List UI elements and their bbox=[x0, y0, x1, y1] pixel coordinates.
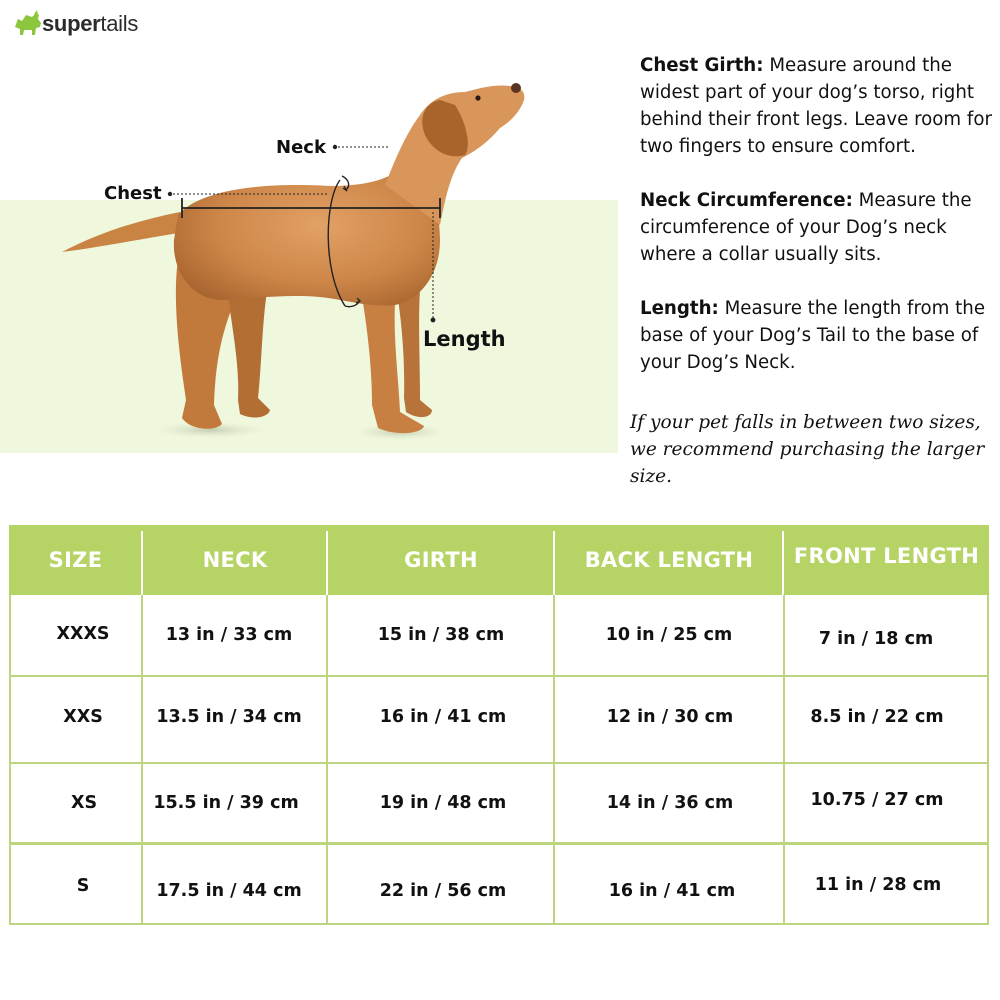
chest-label: Chest bbox=[104, 183, 162, 204]
column-divider bbox=[141, 595, 143, 925]
size-cell: XXXS bbox=[56, 624, 110, 644]
measurement-instructions bbox=[640, 52, 1000, 403]
neck-cell: 15.5 in / 39 cm bbox=[153, 793, 299, 813]
neck-label: Neck bbox=[276, 137, 326, 158]
size-cell: S bbox=[76, 876, 90, 896]
instruction-text: Measure the circumference of your Dog’s neck where a collar usually sits. bbox=[640, 190, 972, 265]
front-length-cell: 10.75 / 27 cm bbox=[810, 790, 944, 810]
back-length-cell: 14 in / 36 cm bbox=[606, 793, 734, 813]
row-divider bbox=[9, 762, 989, 764]
table-border-bottom bbox=[9, 923, 989, 925]
front-length-cell: 11 in / 28 cm bbox=[814, 875, 942, 895]
column-header-size: SIZE bbox=[48, 548, 103, 572]
table-header bbox=[9, 525, 989, 595]
brand-name: supertails bbox=[42, 11, 139, 36]
girth-cell: 16 in / 41 cm bbox=[379, 707, 507, 727]
back-length-cell: 16 in / 41 cm bbox=[608, 881, 736, 901]
table-border-right bbox=[987, 595, 989, 925]
dog-nose bbox=[511, 83, 521, 93]
table-border-left bbox=[9, 595, 11, 925]
dog-tail bbox=[62, 212, 185, 252]
size-cell: XXS bbox=[63, 707, 103, 727]
column-header-back-length: BACK LENGTH bbox=[584, 548, 754, 572]
sizing-note: If your pet falls in between two sizes, we recommend purchasing the larger size. bbox=[630, 412, 985, 487]
instruction-text: Measure around the widest part of your dog’s torso, right behind their front legs. Leave room for two fingers to ensure comfort. bbox=[640, 55, 992, 157]
back-length-cell: 10 in / 25 cm bbox=[605, 625, 733, 645]
instruction-term: Neck Circumference: bbox=[640, 190, 853, 211]
dog-eye bbox=[475, 95, 480, 100]
neck-cell: 17.5 in / 44 cm bbox=[156, 881, 302, 901]
length-label: Length bbox=[423, 327, 506, 351]
instruction-term: Chest Girth: bbox=[640, 55, 764, 76]
column-header-front-length: FRONT LENGTH bbox=[793, 544, 980, 568]
column-header-girth: GIRTH bbox=[404, 548, 478, 572]
instruction-length bbox=[640, 295, 1000, 376]
instruction-neck-circumference bbox=[640, 187, 1000, 268]
size-chart-table bbox=[9, 525, 989, 925]
neck-cell: 13.5 in / 34 cm bbox=[156, 707, 302, 727]
column-header-neck: NECK bbox=[202, 548, 268, 572]
column-divider bbox=[783, 595, 785, 925]
dog-measurement-illustration bbox=[0, 0, 620, 460]
instruction-term: Length: bbox=[640, 298, 719, 319]
girth-cell: 19 in / 48 cm bbox=[379, 793, 507, 813]
row-divider bbox=[9, 842, 989, 845]
back-length-cell: 12 in / 30 cm bbox=[606, 707, 734, 727]
instruction-text: Measure the length from the base of your Dog’s Tail to the base of your Dog’s Neck. bbox=[640, 298, 986, 373]
front-length-cell: 7 in / 18 cm bbox=[818, 629, 934, 649]
instruction-chest-girth bbox=[640, 52, 1000, 160]
column-divider bbox=[553, 595, 555, 925]
row-divider bbox=[9, 675, 989, 677]
size-cell: XS bbox=[70, 793, 98, 813]
girth-cell: 22 in / 56 cm bbox=[379, 881, 507, 901]
column-divider bbox=[326, 595, 328, 925]
front-length-cell: 8.5 in / 22 cm bbox=[810, 707, 944, 727]
neck-cell: 13 in / 33 cm bbox=[165, 625, 293, 645]
girth-cell: 15 in / 38 cm bbox=[377, 625, 505, 645]
